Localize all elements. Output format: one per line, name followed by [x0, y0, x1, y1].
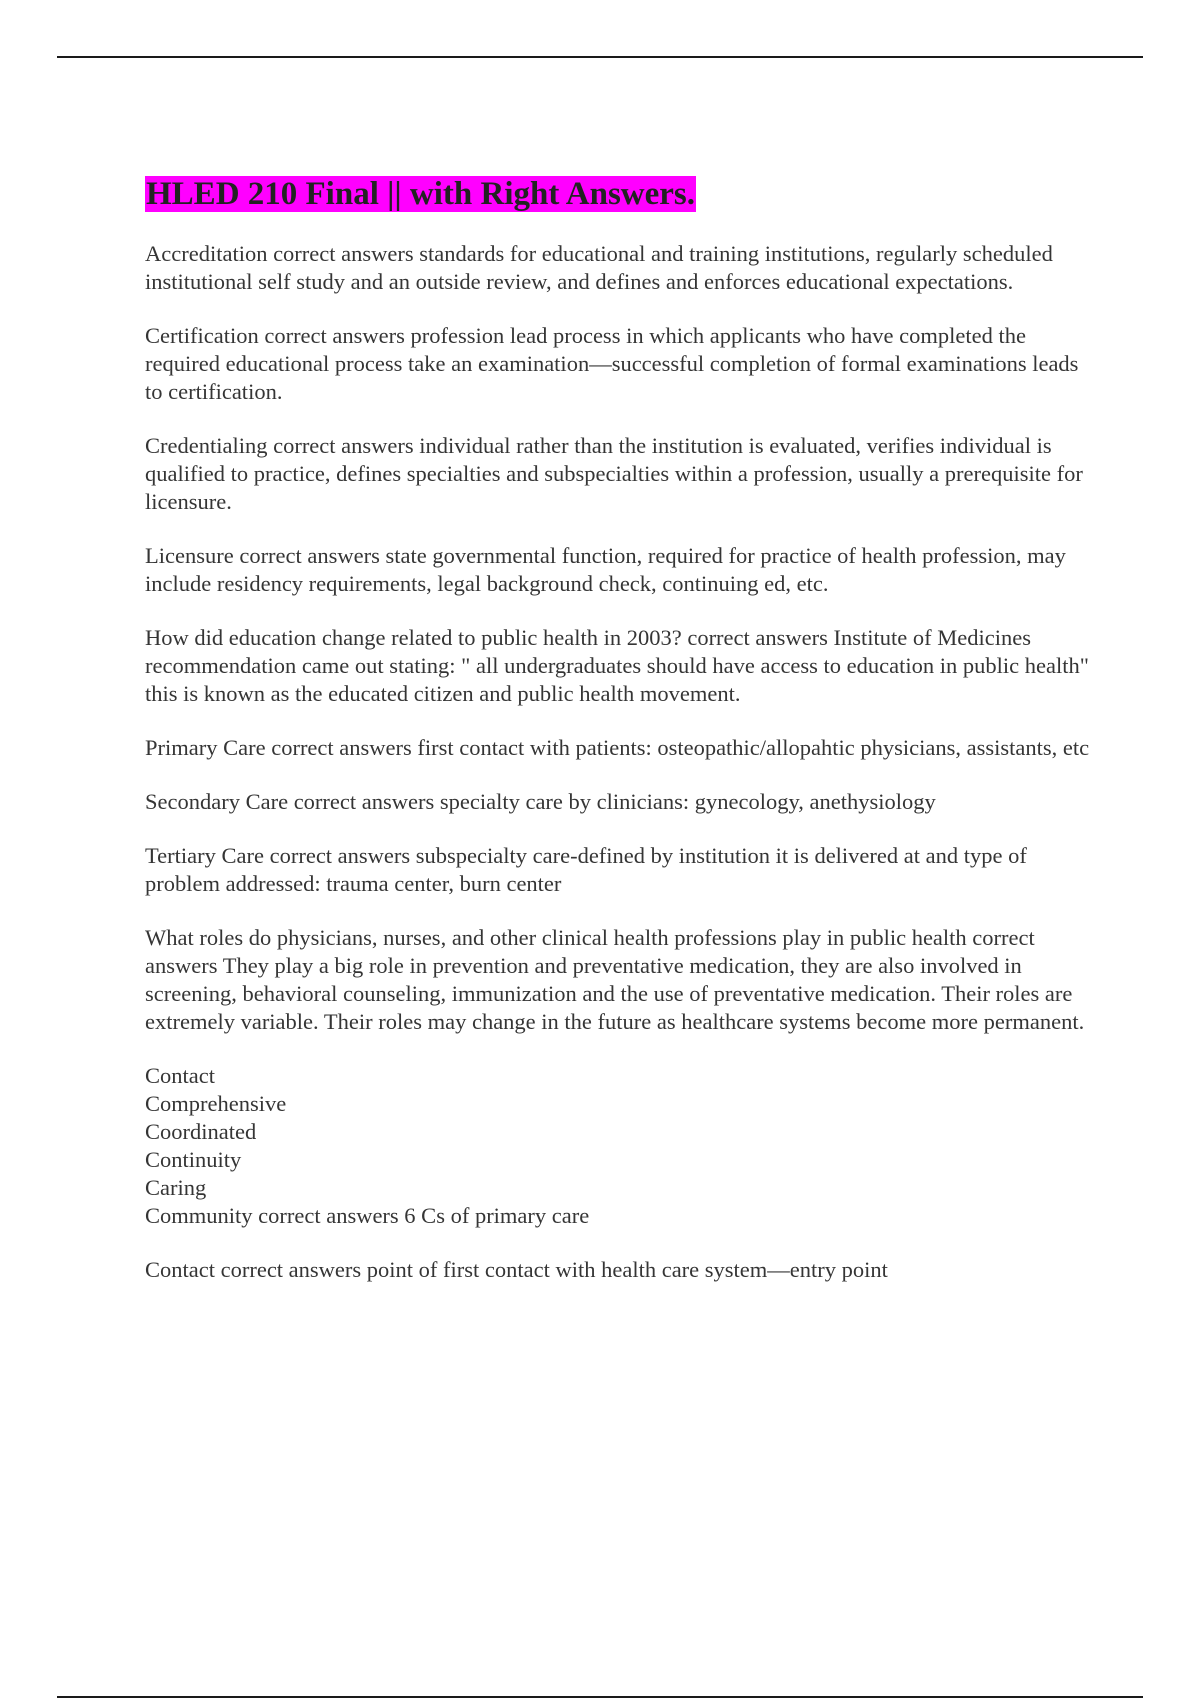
list-item: Comprehensive [145, 1091, 287, 1116]
entry-contact: Contact correct answers point of first contact with health care system—entry point [145, 1257, 888, 1282]
list-item: Contact [145, 1063, 215, 1088]
list-item: Coordinated [145, 1119, 257, 1144]
list-item: Caring [145, 1175, 207, 1200]
title-highlight: HLED 210 Final || with Right Answers. [146, 176, 696, 212]
list-item: Continuity [145, 1147, 242, 1172]
entry-certification: Certification correct answers profession lead process in which applicants who have completed the required educational process take an examination—successful completion of formal examinations leads to certification. [145, 323, 1079, 404]
entry-accreditation: Accreditation correct answers standards for educational and training institutions, regularly scheduled institutional self study and an outside review, and defines and enforces educational expectations. [145, 241, 1053, 294]
footer-rule [57, 1696, 1143, 1698]
entry-tertiary-care: Tertiary Care correct answers subspecialty care-defined by institution it is delivered at and type of problem addressed: trauma center, burn center [145, 843, 1027, 896]
entry-primary-care: Primary Care correct answers first contact with patients: osteopathic/allopahtic physicians, assistants, etc [145, 735, 1090, 760]
entry-licensure: Licensure correct answers state governmental function, required for practice of health profession, may include residency requirements, legal background check, continuing ed, etc. [145, 543, 1066, 596]
document-body [145, 172, 1095, 1310]
six-cs-list [145, 1062, 1095, 1230]
entry-secondary-care: Secondary Care correct answers specialty care by clinicians: gynecology, anethysiology [145, 789, 936, 814]
header-rule [57, 56, 1143, 58]
list-item: Community correct answers 6 Cs of primary care [145, 1203, 590, 1228]
entry-clinical-roles: What roles do physicians, nurses, and other clinical health professions play in public health correct answers They play a big role in prevention and preventative medication, they are also involved in screening, behavioral counseling, immunization and the use of preventative medication. Their roles are extremely variable. Their roles may change in the future as healthcare systems become more permanent. [145, 925, 1085, 1034]
entry-education-2003: How did education change related to public health in 2003? correct answers Institute of Medicines recommendation came out stating: " all undergraduates should have access to education in public health" this is known as the educated citizen and public health movement. [145, 625, 1089, 706]
document-title [145, 172, 1095, 216]
entry-credentialing: Credentialing correct answers individual rather than the institution is evaluated, verifies individual is qualified to practice, defines specialties and subspecialties within a profession, usually a prerequisite for licensure. [145, 433, 1083, 514]
